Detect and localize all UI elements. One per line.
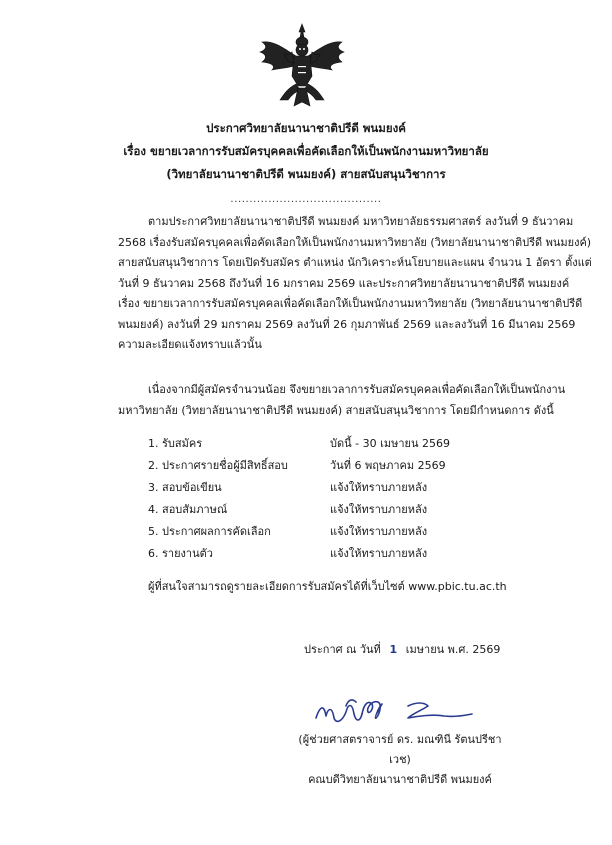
paragraph-extension bbox=[118, 380, 566, 421]
handwritten-signature bbox=[312, 688, 492, 732]
schedule-label: 2. ประกาศรายชื่อผู้มีสิทธิ์สอบ bbox=[148, 459, 288, 472]
paragraph-line: ความละเอียดแจ้งทราบแล้วนั้น bbox=[118, 338, 262, 351]
schedule-label: 1. รับสมัคร bbox=[148, 437, 203, 450]
schedule-value: แจ้งให้ทราบภายหลัง bbox=[330, 547, 428, 560]
schedule-list bbox=[148, 434, 588, 566]
paragraph-line: ตามประกาศวิทยาลัยนานาชาติปรีดี พนมยงค์ มหาวิทยาลัยธรรมศาสตร์ ลงวันที่ 9 ธันวาคม bbox=[148, 215, 574, 228]
signer-name: (ผู้ช่วยศาสตราจารย์ ดร. มณฑินี รัตนปรีชาเวช) bbox=[298, 733, 502, 766]
announcement-title: ประกาศวิทยาลัยนานาชาติปรีดี พนมยงค์ bbox=[206, 121, 406, 135]
schedule-label: 6. รายงานตัว bbox=[148, 547, 213, 560]
schedule-label: 5. ประกาศผลการคัดเลือก bbox=[148, 525, 271, 538]
website-note: ผู้ที่สนใจสามารถดูรายละเอียดการรับสมัครได้ที่เว็บไซต์ www.pbic.tu.ac.th bbox=[148, 580, 507, 593]
schedule-item bbox=[148, 478, 588, 500]
schedule-value: แจ้งให้ทราบภายหลัง bbox=[330, 525, 428, 538]
announce-day: 1 bbox=[389, 643, 398, 656]
announce-suffix: เมษายน พ.ศ. 2569 bbox=[405, 643, 501, 656]
schedule-item bbox=[148, 544, 588, 566]
signer-title: คณบดีวิทยาลัยนานาชาติปรีดี พนมยงค์ bbox=[308, 773, 492, 786]
paragraph-line: สายสนับสนุนวิชาการ โดยเปิดรับสมัคร ตำแหน่ง นักวิเคราะห์นโยบายและแผน จำนวน 1 อัตรา ตั้งแต่ bbox=[118, 256, 592, 269]
schedule-label: 4. สอบสัมภาษณ์ bbox=[148, 503, 228, 516]
schedule-value: แจ้งให้ทราบภายหลัง bbox=[330, 481, 428, 494]
paragraph-line: วันที่ 9 ธันวาคม 2568 ถึงวันที่ 16 มกราคม 2569 และประกาศวิทยาลัยนานาชาติปรีดี พนมยงค์ bbox=[118, 276, 570, 290]
schedule-item bbox=[148, 500, 588, 522]
paragraph-line: มหาวิทยาลัย (วิทยาลัยนานาชาติปรีดี พนมยงค์) สายสนับสนุนวิชาการ โดยมีกำหนดการ ดังนี้ bbox=[118, 403, 554, 417]
schedule-value: บัดนี้ - 30 เมษายน 2569 bbox=[330, 437, 450, 450]
signatory-block bbox=[290, 730, 510, 790]
subject-line: เรื่อง ขยายเวลาการรับสมัครบุคคลเพื่อคัดเลือกให้เป็นพนักงานมหาวิทยาลัย bbox=[123, 144, 489, 158]
schedule-value: วันที่ 6 พฤษภาคม 2569 bbox=[330, 459, 446, 472]
schedule-item bbox=[148, 434, 588, 456]
schedule-value: แจ้งให้ทราบภายหลัง bbox=[330, 503, 428, 516]
schedule-item bbox=[148, 456, 588, 478]
paragraph-line: เนื่องจากมีผู้สมัครจำนวนน้อย จึงขยายเวลาการรับสมัครบุคคลเพื่อคัดเลือกให้เป็นพนักงาน bbox=[148, 383, 566, 396]
schedule-label: 3. สอบข้อเขียน bbox=[148, 481, 222, 494]
paragraph-line: 2568 เรื่องรับสมัครบุคคลเพื่อคัดเลือกให้เป็นพนักงานมหาวิทยาลัย (วิทยาลัยนานาชาติปรีดี พนมยงค์) bbox=[118, 235, 592, 249]
paragraph-line: เรื่อง ขยายเวลาการรับสมัครบุคคลเพื่อคัดเลือกให้เป็นพนักงานมหาวิทยาลัย (วิทยาลัยนานาชาติปรีดี bbox=[118, 297, 583, 310]
announce-prefix: ประกาศ ณ วันที่ bbox=[304, 643, 381, 656]
subject-line-continued: (วิทยาลัยนานาชาติปรีดี พนมยงค์) สายสนับสนุนวิชาการ bbox=[166, 167, 446, 181]
paragraph-line: พนมยงค์) ลงวันที่ 29 มกราคม 2569 ลงวันที่ 26 กุมภาพันธ์ 2569 และลงวันที่ 16 มีนาคม 2569 bbox=[118, 317, 576, 331]
separator-dots: ........................................ bbox=[230, 194, 382, 205]
paragraph-background bbox=[118, 212, 592, 356]
announcement-date bbox=[304, 640, 500, 658]
schedule-item bbox=[148, 522, 588, 544]
garuda-emblem-icon bbox=[258, 22, 346, 108]
